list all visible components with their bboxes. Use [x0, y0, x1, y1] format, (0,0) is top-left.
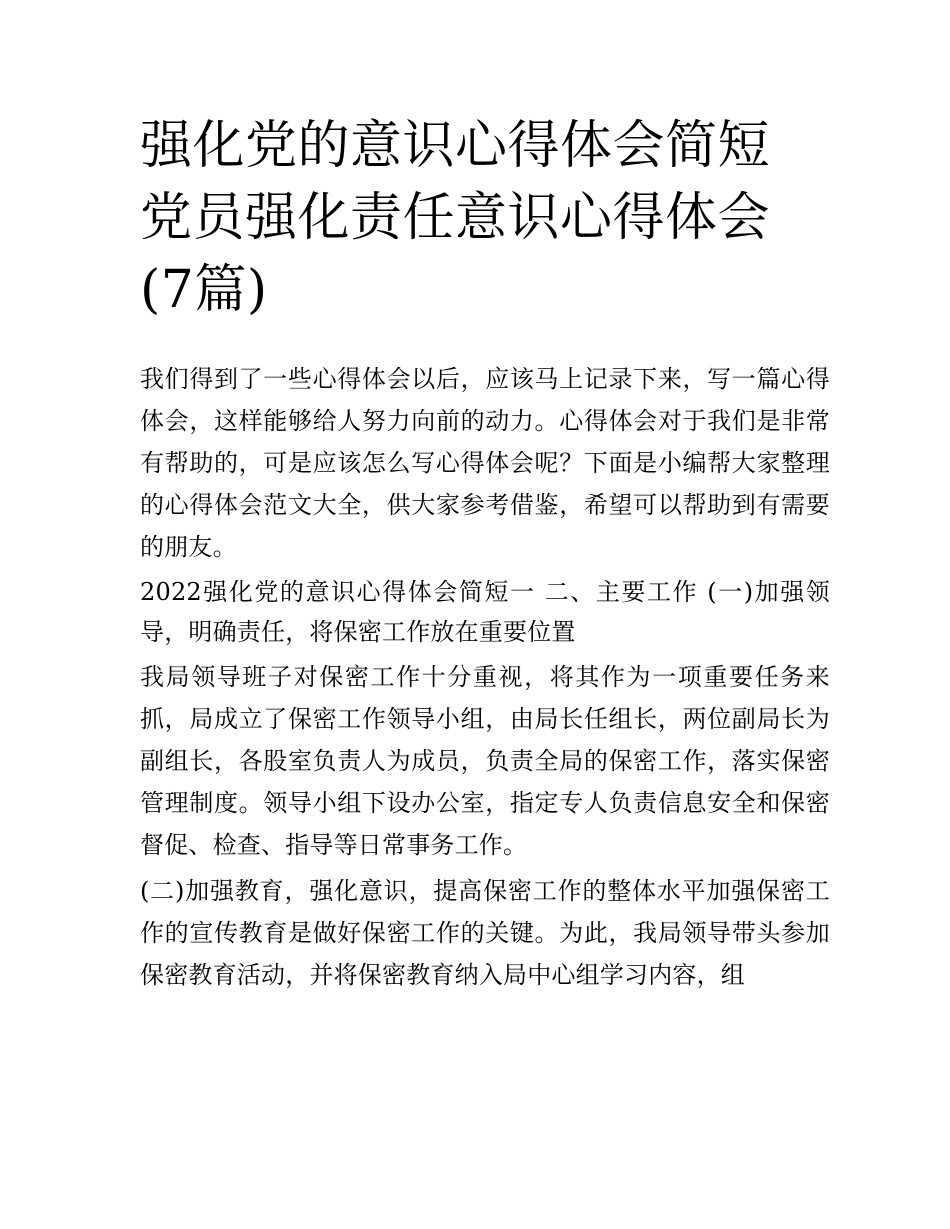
section-heading-paragraph: 2022强化党的意识心得体会简短一 二、主要工作 (一)加强领导，明确责任，将保密工作放在重要位置	[140, 578, 830, 646]
education-paragraph: (二)加强教育，强化意识，提高保密工作的整体水平加强保密工作的宣传教育是做好保密工作的关键。为此，我局领导带头参加保密教育活动，并将保密教育纳入局中心组学习内容，组	[140, 877, 830, 989]
intro-paragraph: 我们得到了一些心得体会以后，应该马上记录下来，写一篇心得体会，这样能够给人努力向前的动力。心得体会对于我们是非常有帮助的，可是应该怎么写心得体会呢？下面是小编帮大家整理的心得体会范文大全，供大家参考借鉴，希望可以帮助到有需要的朋友。	[140, 365, 830, 561]
document-body	[140, 358, 830, 1000]
document-title: 强化党的意识心得体会简短 党员强化责任意识心得体会(7篇)	[140, 116, 771, 320]
leadership-paragraph: 我局领导班子对保密工作十分重视，将其作为一项重要任务来抓，局成立了保密工作领导小组，由局长任组长，两位副局长为副组长，各股室负责人为成员，负责全局的保密工作，落实保密管理制度。领导小组下设办公室，指定专人负责信息安全和保密督促、检查、指导等日常事务工作。	[140, 663, 830, 859]
